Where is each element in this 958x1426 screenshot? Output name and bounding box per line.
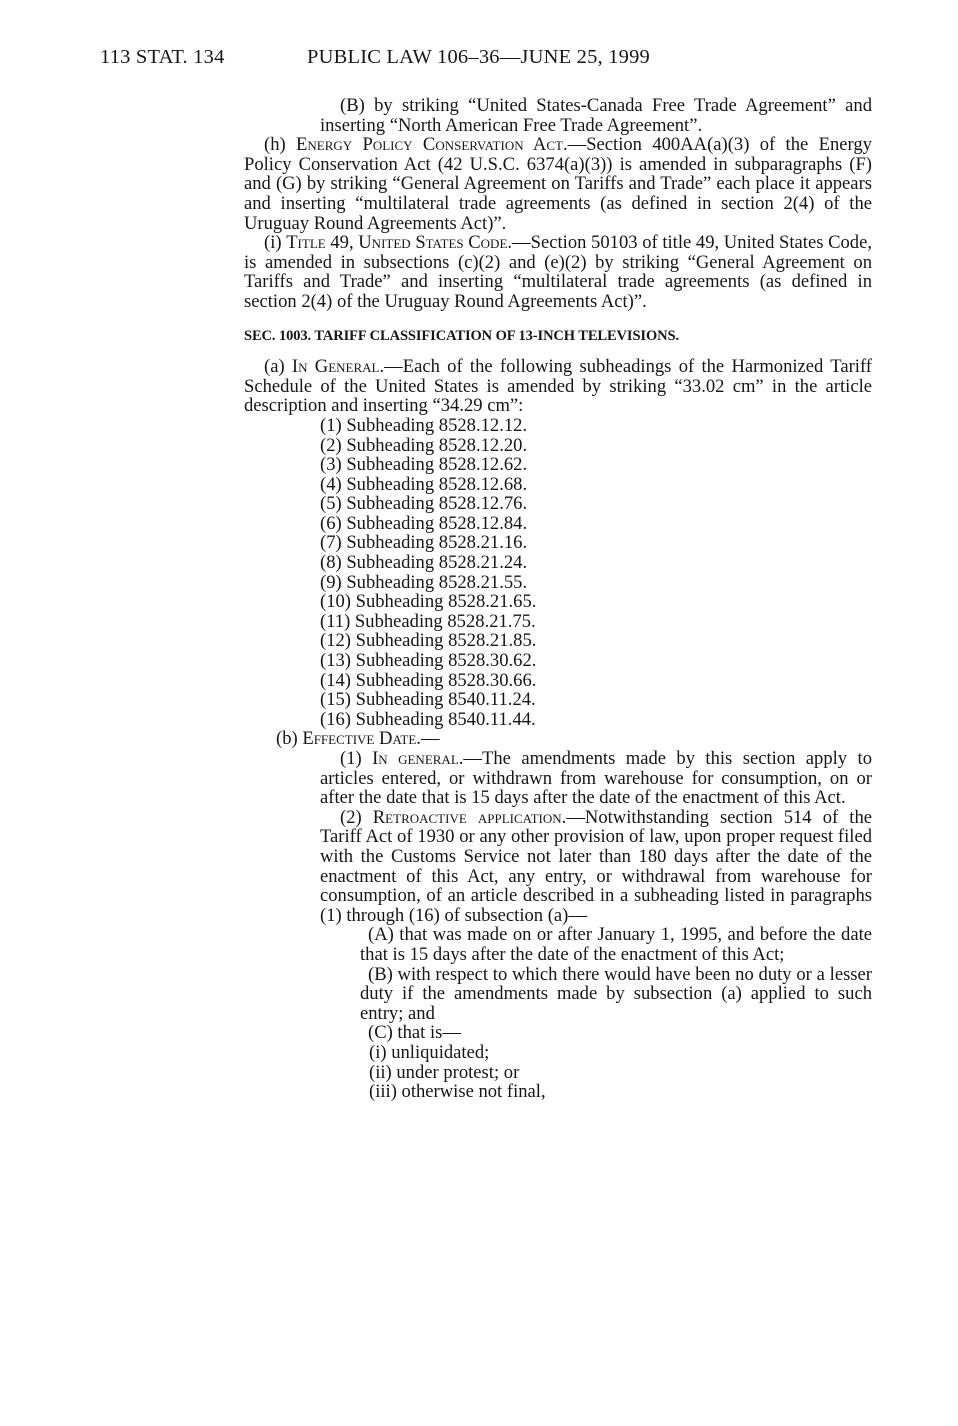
paragraph-h-heading: Energy Policy Conservation Act. xyxy=(296,134,568,156)
subheading-list xyxy=(244,416,872,730)
stat-reference: 113 STAT. 134 xyxy=(100,46,225,68)
public-law-reference: PUBLIC LAW 106–36—JUNE 25, 1999 xyxy=(307,46,650,68)
subsection-b xyxy=(244,729,872,749)
subsection-a-heading: In General. xyxy=(291,356,385,378)
paragraph-b1 xyxy=(244,749,872,808)
list-item: (16) Subheading 8540.11.44. xyxy=(320,708,536,730)
paragraph-h-text: —Section 400AA(a)(3) of the Energy Policy Conservation Act (42 U.S.C. 6374(a)(3)) is amended in subparagraphs (F) and (G) by striking “General Agreement on Tariffs and Trade” each place it appears and inserting “multilateral trade agreements (as defined in section 2(4) of the Uruguay Round Agreements Act)”. xyxy=(244,134,872,234)
list-item: (9) Subheading 8528.21.55. xyxy=(320,571,528,593)
subparagraph-B: (B) with respect to which there would have been no duty or a lesser duty if the amendments made by subsection (a) applied to such entry; and xyxy=(360,963,872,1024)
paragraph-b-striking: (B) by striking “United States-Canada Free Trade Agreement” and inserting “North American Free Trade Agreement”. xyxy=(320,95,872,136)
paragraph-i xyxy=(244,233,872,311)
paragraph-b1-text: —The amendments made by this section apply to articles entered, or withdrawn from warehouse for consumption, on or after the date that is 15 days after the date of the enactment of this Act. xyxy=(320,748,872,809)
list-item: (5) Subheading 8528.12.76. xyxy=(320,493,528,515)
paragraph-b1-label: (1) xyxy=(340,748,373,769)
page-body xyxy=(244,96,872,1102)
list-item: (14) Subheading 8528.30.66. xyxy=(320,669,537,691)
list-item: (2) Subheading 8528.12.20. xyxy=(320,434,528,456)
subsection-b-dash: — xyxy=(420,728,440,750)
paragraph-h xyxy=(244,135,872,233)
subparagraph-C: (C) that is— xyxy=(368,1022,461,1044)
list-item: (12) Subheading 8528.21.85. xyxy=(320,630,537,652)
list-item: (3) Subheading 8528.12.62. xyxy=(320,454,528,476)
list-item: (15) Subheading 8540.11.24. xyxy=(320,689,536,711)
list-item: (8) Subheading 8528.21.24. xyxy=(320,552,528,574)
subsection-a-text: —Each of the following subheadings of the Harmonized Tariff Schedule of the United States is amended by striking “33.02 cm” in the article description and inserting “34.29 cm”: xyxy=(244,356,872,417)
list-item: (7) Subheading 8528.21.16. xyxy=(320,532,528,554)
list-item: (1) Subheading 8528.12.12. xyxy=(320,414,528,436)
paragraph-h-label: (h) xyxy=(264,134,297,156)
list-item: (10) Subheading 8528.21.65. xyxy=(320,591,537,613)
section-heading: SEC. 1003. TARIFF CLASSIFICATION OF 13-INCH TELEVISIONS. xyxy=(244,327,679,344)
paragraph-b2-label: (2) xyxy=(340,806,373,828)
list-item: (13) Subheading 8528.30.62. xyxy=(320,650,537,672)
clause-iii: (iii) otherwise not final, xyxy=(369,1081,546,1103)
clause-ii: (ii) under protest; or xyxy=(369,1061,520,1083)
paragraph-b1-heading: In general. xyxy=(372,748,464,769)
subsection-b-heading: Effective Date. xyxy=(302,728,421,750)
list-item: (4) Subheading 8528.12.68. xyxy=(320,473,528,495)
subsection-a xyxy=(244,357,872,416)
list-item: (11) Subheading 8528.21.75. xyxy=(320,610,536,632)
subsection-a-label: (a) xyxy=(264,356,292,378)
paragraph-b2-text: —Notwithstanding section 514 of the Tariff Act of 1930 or any other provision of law, upon proper request filed with the Customs Service not later than 180 days after the date of the enactment of this Act, any entry, or withdrawal from warehouse for consumption, of an article described in a subheading listed in paragraphs (1) through (16) of subsection (a)— xyxy=(320,806,872,926)
paragraph-i-heading: Title 49, United States Code. xyxy=(286,232,513,254)
list-item: (6) Subheading 8528.12.84. xyxy=(320,512,528,534)
subsection-b-label: (b) xyxy=(276,728,303,750)
paragraph-i-label: (i) xyxy=(264,232,287,254)
clause-i: (i) unliquidated; xyxy=(369,1041,490,1063)
paragraph-b2 xyxy=(244,808,872,926)
subparagraph-A: (A) that was made on or after January 1, 1995, and before the date that is 15 days after the date of the enactment of this Act; xyxy=(360,924,872,965)
paragraph-b2-heading: Retroactive application. xyxy=(372,806,567,828)
paragraph-i-text: —Section 50103 of title 49, United States Code, is amended in subsections (c)(2) and (e)(2) by striking “General Agreement on Tariffs and Trade” and inserting “multilateral trade agreements (as defined in section 2(4) of the Uruguay Round Agreements Act)”. xyxy=(244,232,873,312)
